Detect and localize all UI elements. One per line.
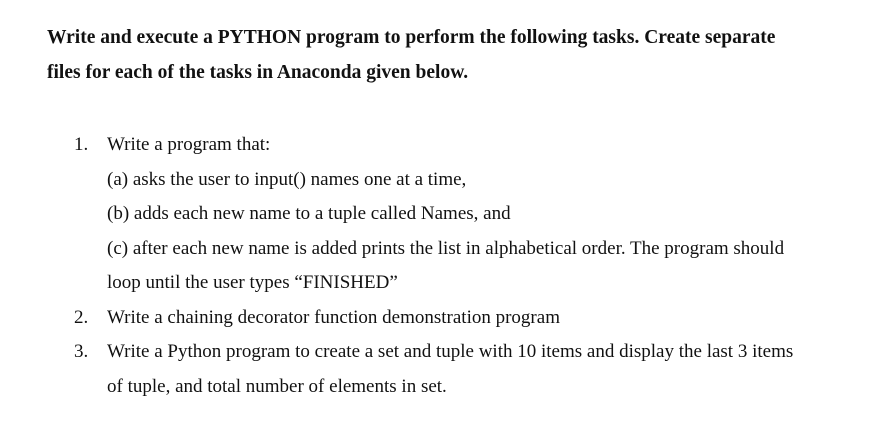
assignment-instructions bbox=[47, 20, 847, 90]
task-list bbox=[74, 128, 854, 404]
task-line: (b) adds each new name to a tuple called Names, and bbox=[107, 203, 511, 224]
task-number: 3. bbox=[74, 341, 89, 362]
instructions-line-1: Write and execute a PYTHON program to perform the following tasks. Create separate bbox=[47, 27, 776, 48]
task-item-3 bbox=[74, 335, 854, 404]
task-line: of tuple, and total number of elements in set. bbox=[107, 375, 447, 397]
task-line: Write a chaining decorator function demonstration program bbox=[107, 306, 560, 328]
task-line: Write a program that: bbox=[107, 134, 271, 155]
task-line: (c) after each new name is added prints the list in alphabetical order. The program should bbox=[107, 237, 785, 259]
task-line: (a) asks the user to input() names one at a time, bbox=[107, 168, 467, 190]
task-line: Write a Python program to create a set and tuple with 10 items and display the last 3 items bbox=[107, 341, 794, 362]
task-item-2 bbox=[74, 301, 854, 336]
task-number: 1. bbox=[74, 134, 89, 155]
instructions-line-2: files for each of the tasks in Anaconda given below. bbox=[47, 62, 469, 83]
task-line: loop until the user types “FINISHED” bbox=[107, 272, 398, 293]
task-item-1 bbox=[74, 128, 854, 301]
task-number: 2. bbox=[74, 306, 89, 328]
